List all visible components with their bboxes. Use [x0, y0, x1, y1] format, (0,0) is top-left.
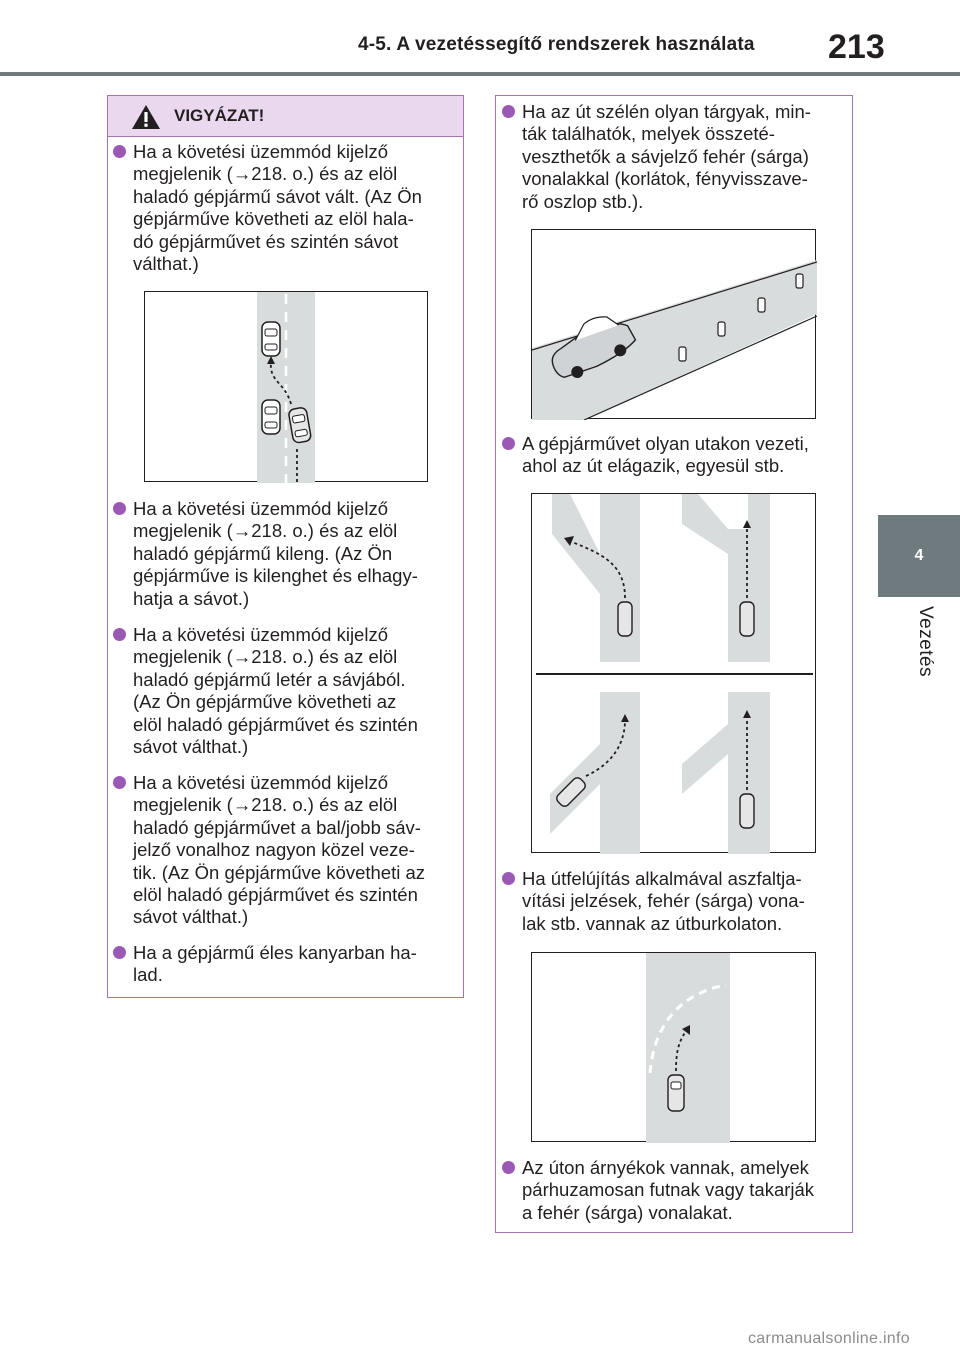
bullet-dot	[502, 872, 515, 885]
text-line: haladó gépjárművet a bal/jobb sáv-	[133, 816, 421, 838]
bullet-dot	[113, 628, 126, 641]
right-item-3	[522, 868, 805, 935]
text-line: a fehér (sárga) vonalakat.	[522, 1201, 733, 1223]
warning-item-5	[133, 942, 417, 987]
header-rule	[0, 72, 960, 76]
text-line: Az úton árnyékok vannak, amelyek	[522, 1157, 809, 1178]
text-line: elöl haladó gépjárművet és szintén	[133, 884, 418, 906]
text-line: Ha a követési üzemmód kijelző	[133, 624, 388, 645]
text-line: dó gépjárművet és szintén sávot	[133, 230, 399, 252]
figure-lane-change	[144, 291, 428, 482]
text-line: lak stb. vannak az útburkolaton.	[522, 912, 783, 934]
bullet-dot	[113, 502, 126, 515]
page-number: 213	[828, 28, 885, 66]
right-item-2	[522, 433, 809, 478]
text-line: Ha a követési üzemmód kijelző	[133, 141, 388, 162]
watermark: carmanualsonline.info	[748, 1330, 910, 1347]
bullet-dot	[502, 437, 515, 450]
text-line: Ha a gépjármű éles kanyarban ha-	[133, 942, 417, 963]
text-line: (Az Ön gépjárműve követheti az	[133, 691, 397, 713]
text-line: sávot válthat.)	[133, 736, 249, 758]
text-line: vonalakkal (korlátok, fényvisszave-	[522, 168, 808, 190]
text-line: ták találhatók, melyek összeté-	[522, 123, 775, 145]
bullet-dot	[113, 145, 126, 158]
chapter-label: Vezetés	[915, 606, 936, 678]
chapter-tab[interactable]: 4	[878, 515, 960, 597]
text-line: vítási jelzések, fehér (sárga) vona-	[522, 890, 805, 912]
warning-item-3	[133, 624, 418, 758]
text-line: Ha az út szélén olyan tárgyak, min-	[522, 101, 811, 122]
text-line: megjelenik (→218. o.) és az elöl	[133, 520, 398, 542]
text-line: Ha a követési üzemmód kijelző	[133, 772, 388, 793]
bullet-dot	[502, 1161, 515, 1174]
warning-triangle-icon	[131, 104, 161, 130]
text-line: haladó gépjármű letér a sávjából.	[133, 668, 406, 690]
warning-title: VIGYÁZAT!	[174, 106, 265, 125]
car-icon	[668, 1075, 684, 1111]
text-line: gépjárműve követheti az elöl hala-	[133, 208, 414, 230]
text-line: haladó gépjármű kileng. (Az Ön	[133, 542, 393, 564]
text-line: haladó gépjármű sávot vált. (Az Ön	[133, 185, 422, 207]
text-line: megjelenik (→218. o.) és az elöl	[133, 646, 398, 668]
right-item-1	[522, 101, 811, 213]
warning-header	[108, 96, 463, 137]
text-line: sávot válthat.)	[133, 906, 249, 928]
text-line: veszthetők a sávjelző fehér (sárga)	[522, 145, 809, 167]
text-line: tik. (Az Ön gépjárműve követheti az	[133, 861, 426, 883]
figure-road-repair-marks	[531, 952, 816, 1142]
text-line: rő oszlop stb.).	[522, 190, 644, 212]
figure-road-junctions	[531, 493, 816, 853]
bullet-dot	[502, 105, 515, 118]
section-title: 4-5. A vezetéssegítő rendszerek használata	[358, 34, 755, 55]
text-line: A gépjárművet olyan utakon vezeti,	[522, 433, 809, 454]
warning-item-4	[133, 772, 425, 929]
text-line: párhuzamosan futnak vagy takarják	[522, 1179, 815, 1201]
text-line: Ha a követési üzemmód kijelző	[133, 498, 388, 519]
text-line: elöl haladó gépjárművet és szintén	[133, 713, 418, 735]
text-line: válthat.)	[133, 253, 199, 275]
text-line: Ha útfelújítás alkalmával aszfaltja-	[522, 868, 802, 889]
text-line: megjelenik (→218. o.) és az elöl	[133, 794, 398, 816]
warning-item-1	[133, 141, 422, 275]
figure-roadside-posts	[531, 229, 816, 419]
warning-item-2	[133, 498, 418, 610]
bullet-dot	[113, 776, 126, 789]
right-item-4	[522, 1157, 814, 1224]
car-icon	[262, 322, 280, 356]
text-line: megjelenik (→218. o.) és az elöl	[133, 163, 398, 185]
text-line: hatja a sávot.)	[133, 587, 250, 609]
text-line: jelző vonalhoz nagyon közel veze-	[133, 839, 415, 861]
car-icon	[262, 400, 280, 434]
bullet-dot	[113, 946, 126, 959]
text-line: ahol az út elágazik, egyesül stb.	[522, 455, 785, 477]
text-line: lad.	[133, 964, 163, 986]
text-line: gépjárműve is kilenghet és elhagy-	[133, 565, 418, 587]
